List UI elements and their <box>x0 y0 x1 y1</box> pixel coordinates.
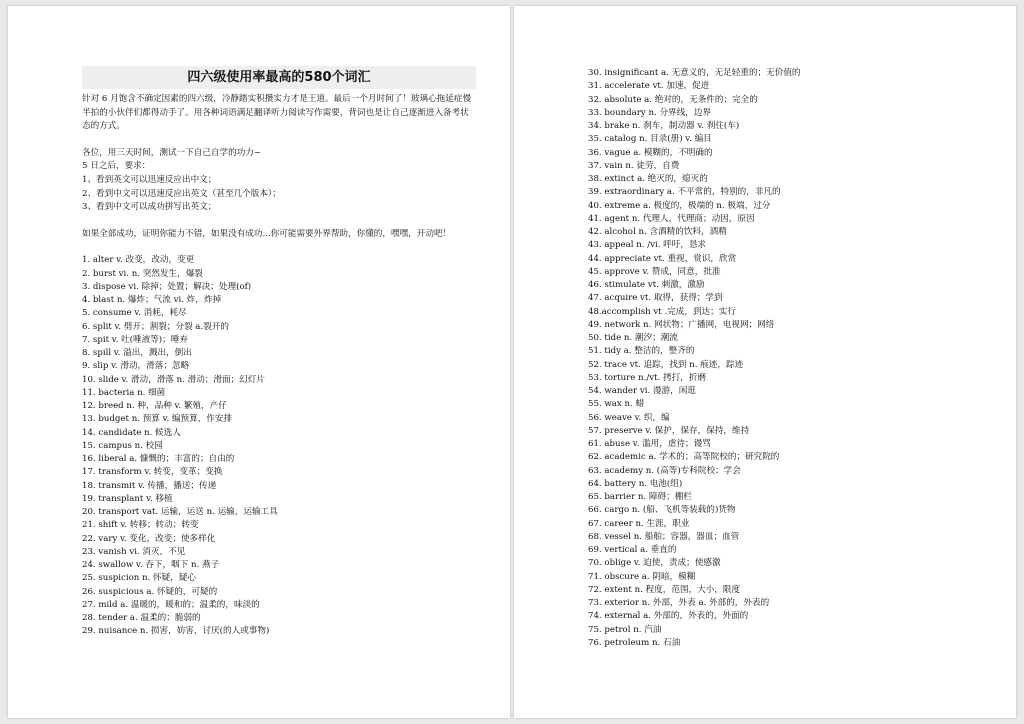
vocab-item: 73. exterior n. 外部，外表 a. 外部的，外表的 <box>588 598 770 608</box>
vocab-item: 32. absolute a. 绝对的，无条件的；完全的 <box>588 94 758 105</box>
vocab-item: 74. external a. 外部的，外表的，外面的 <box>588 611 749 622</box>
vocab-item: 50. tide n. 潮汐；潮流 <box>588 333 678 343</box>
vocab-item: 30. insignificant a. 无意义的，无足轻重的；无价值的 <box>588 68 801 78</box>
vocab-item: 68. vessel n. 船舶；容器，器皿；血管 <box>588 531 740 542</box>
vocab-item: 25. suspicion n. 怀疑，疑心 <box>82 573 196 584</box>
vocab-item: 64. battery n. 电池(组) <box>588 478 683 489</box>
vocab-item: 11. bacteria n. 细菌 <box>82 387 166 398</box>
vocab-item: 53. torture n./vt. 拷打，折磨 <box>588 372 706 383</box>
vocab-item: 57. preserve v. 保护，保存，保持，维持 <box>588 425 750 436</box>
vocab-item: 39. extraordinary a. 不平常的，特别的，非凡的 <box>588 187 781 198</box>
vocab-list-right <box>588 67 996 650</box>
vocab-item: 37. vain n. 徒劳，自费 <box>588 160 680 171</box>
vocab-item: 38. extinct a. 绝灭的，熄灭的 <box>588 174 708 184</box>
vocab-item: 61. abuse v. 滥用，虐待；谩骂 <box>588 439 711 449</box>
requirement-heading: 5 日之后，要求： <box>82 161 151 172</box>
vocab-item: 15. campus n. 校园 <box>82 440 163 451</box>
vocab-item: 46. stimulate vt. 刺激，激励 <box>588 280 705 290</box>
vocab-item: 13. budget n. 预算 v. 编预算，作安排 <box>82 414 233 425</box>
requirement-1: 1、看到英文可以迅速反应出中文； <box>82 174 217 185</box>
vocab-item: 65. barrier n. 障碍；棚栏 <box>588 492 692 502</box>
vocab-item: 66. cargo n. (船、飞机等装载的)货物 <box>588 505 736 516</box>
vocab-item: 33. boundary n. 分界线，边界 <box>588 107 712 118</box>
vocab-item: 63. academy n. (高等)专科院校；学会 <box>588 465 741 476</box>
vocab-item: 34. brake n. 刹车，制动器 v. 刹住(车) <box>588 121 740 131</box>
vocab-item: 70. oblige v. 迫使，责成；使感激 <box>588 558 721 569</box>
vocab-item: 28. tender a. 温柔的；脆弱的 <box>82 613 201 624</box>
vocab-item: 24. swallow v. 吞下，咽下 n. 燕子 <box>82 560 220 571</box>
spacer <box>82 215 476 228</box>
vocab-item: 26. suspicious a. 怀疑的，可疑的 <box>82 586 218 597</box>
vocab-item: 36. vague a. 模糊的，不明确的 <box>588 147 713 158</box>
vocab-item: 4. blast n. 爆炸；气流 vi. 炸，炸掉 <box>82 295 222 306</box>
vocab-item: 40. extreme a. 极度的，极端的 n. 极端，过分 <box>588 200 771 211</box>
vocab-item: 20. transport vat. 运输，运送 n. 运输，运输工具 <box>82 507 278 518</box>
vocab-item: 7. spit v. 吐(唾液等)；唾弃 <box>82 334 188 345</box>
spacer <box>82 134 476 147</box>
vocab-item: 14. candidate n. 候选人 <box>82 427 181 438</box>
vocab-item: 31. accelerate vt. 加速，促进 <box>588 81 710 92</box>
vocab-item: 27. mild a. 温暖的，暖和的；温柔的，味淡的 <box>82 599 260 610</box>
vocab-item: 19. transplant v. 移植 <box>82 493 173 504</box>
vocab-item: 23. vanish vi. 消灭，不见 <box>82 546 186 557</box>
vocab-item: 75. petrol n. 汽油 <box>588 624 662 635</box>
vocab-item: 10. slide v. 滑动，滑落 n. 滑动；滑面；幻灯片 <box>82 374 265 385</box>
spacer <box>82 241 476 254</box>
vocab-item: 49. network n. 网状物；广播网，电视网；网络 <box>588 319 775 330</box>
vocab-item: 35. catalog n. 目录(册) v. 编目 <box>588 134 712 145</box>
vocab-item: 22. vary v. 变化，改变；使多样化 <box>82 533 216 544</box>
document-title: 四六级使用率最高的580个词汇 <box>82 66 476 89</box>
document-page-left <box>8 6 510 718</box>
vocab-item: 18. transmit v. 传播，播送；传递 <box>82 480 217 491</box>
vocab-list-left <box>82 254 476 638</box>
vocab-item: 44. appreciate vt. 重视，赏识，欣赏 <box>588 253 737 264</box>
vocab-item: 21. shift v. 转移；转动；转变 <box>82 520 199 531</box>
vocab-item: 56. weave v. 织，编 <box>588 412 670 423</box>
vocab-item: 42. alcohol n. 含酒精的饮料，酒精 <box>588 227 727 237</box>
vocab-item: 8. spill v. 溢出，溅出，倒出 <box>82 348 192 359</box>
vocab-item: 52. trace vt. 追踪，找到 n. 痕迹，踪迹 <box>588 359 744 370</box>
vocab-item: 5. consume v. 消耗，耗尽 <box>82 308 187 319</box>
vocab-item: 41. agent n. 代理人，代理商；动因，原因 <box>588 213 755 224</box>
vocab-item: 12. breed n. 种，品种 v. 繁殖，产仔 <box>82 401 227 412</box>
vocab-item: 62. academic a. 学术的；高等院校的；研究院的 <box>588 452 780 463</box>
vocab-item: 29. nuisance n. 损害，妨害，讨厌(的人或事物) <box>82 626 270 637</box>
vocab-item: 71. obscure a. 阴暗，模糊 <box>588 571 696 582</box>
closing-paragraph: 如果全部成功，证明你能力不错，如果没有成功...你可能需要外界帮助，你懂的，嘿嘿，开动吧！ <box>82 228 452 239</box>
vocab-item: 2. burst vi. n. 突然发生，爆裂 <box>82 268 203 279</box>
vocab-item: 72. extent n. 程度，范围，大小，限度 <box>588 584 741 595</box>
vocab-item: 51. tidy a. 整洁的，整齐的 <box>588 346 695 357</box>
vocab-item: 47. acquire vt. 取得，获得；学到 <box>588 293 723 304</box>
vocab-item: 9. slip v. 滑动，滑落；忽略 <box>82 361 190 372</box>
vocab-item: 1. alter v. 改变，改动，变更 <box>82 255 195 266</box>
requirement-2: 2、看到中文可以迅速反应出英文（甚至几个版本）； <box>82 188 281 199</box>
vocab-item: 45. approve v. 赞成，同意，批准 <box>588 266 721 277</box>
vocab-item: 55. wax n. 蜡 <box>588 399 645 410</box>
tasks-intro: 各位，用三天时间，测试一下自己自学的功力~ <box>82 147 262 158</box>
vocab-item: 76. petroleum n. 石油 <box>588 637 681 648</box>
vocab-item: 54. wander vi. 漫游，闲逛 <box>588 386 696 396</box>
vocab-item: 43. appeal n. /vi. 呼吁，恳求 <box>588 240 707 251</box>
vocab-item: 17. transform v. 转变，变革；变换 <box>82 467 223 478</box>
vocab-item: 6. split v. 劈开；割裂；分裂 a.裂开的 <box>82 321 229 332</box>
vocab-item: 69. vertical a. 垂直的 <box>588 545 677 555</box>
intro-paragraph: 针对 6 月饱含不确定因素的四六级，冷静踏实积攒实力才是王道。最后一个月时间了！玻璃心拖延症慢半拍的小伙伴们都得动手了。用各种词语满足翻译听力阅读写作需要，背词也是让自己逐渐进入备考状态的方式。 <box>82 94 472 132</box>
vocab-item: 48.accomplish vt .完成，到达；实行 <box>588 306 736 317</box>
vocab-item: 3. dispose vi. 除掉；处置；解决；处理(of) <box>82 281 252 292</box>
vocab-item: 67. career n. 生涯，职业 <box>588 518 690 529</box>
vocab-item: 16. liberal a. 慷慨的；丰富的；自由的 <box>82 454 235 465</box>
document-page-right <box>514 6 1016 718</box>
requirement-3: 3、看到中文可以成功拼写出英文； <box>82 202 217 213</box>
